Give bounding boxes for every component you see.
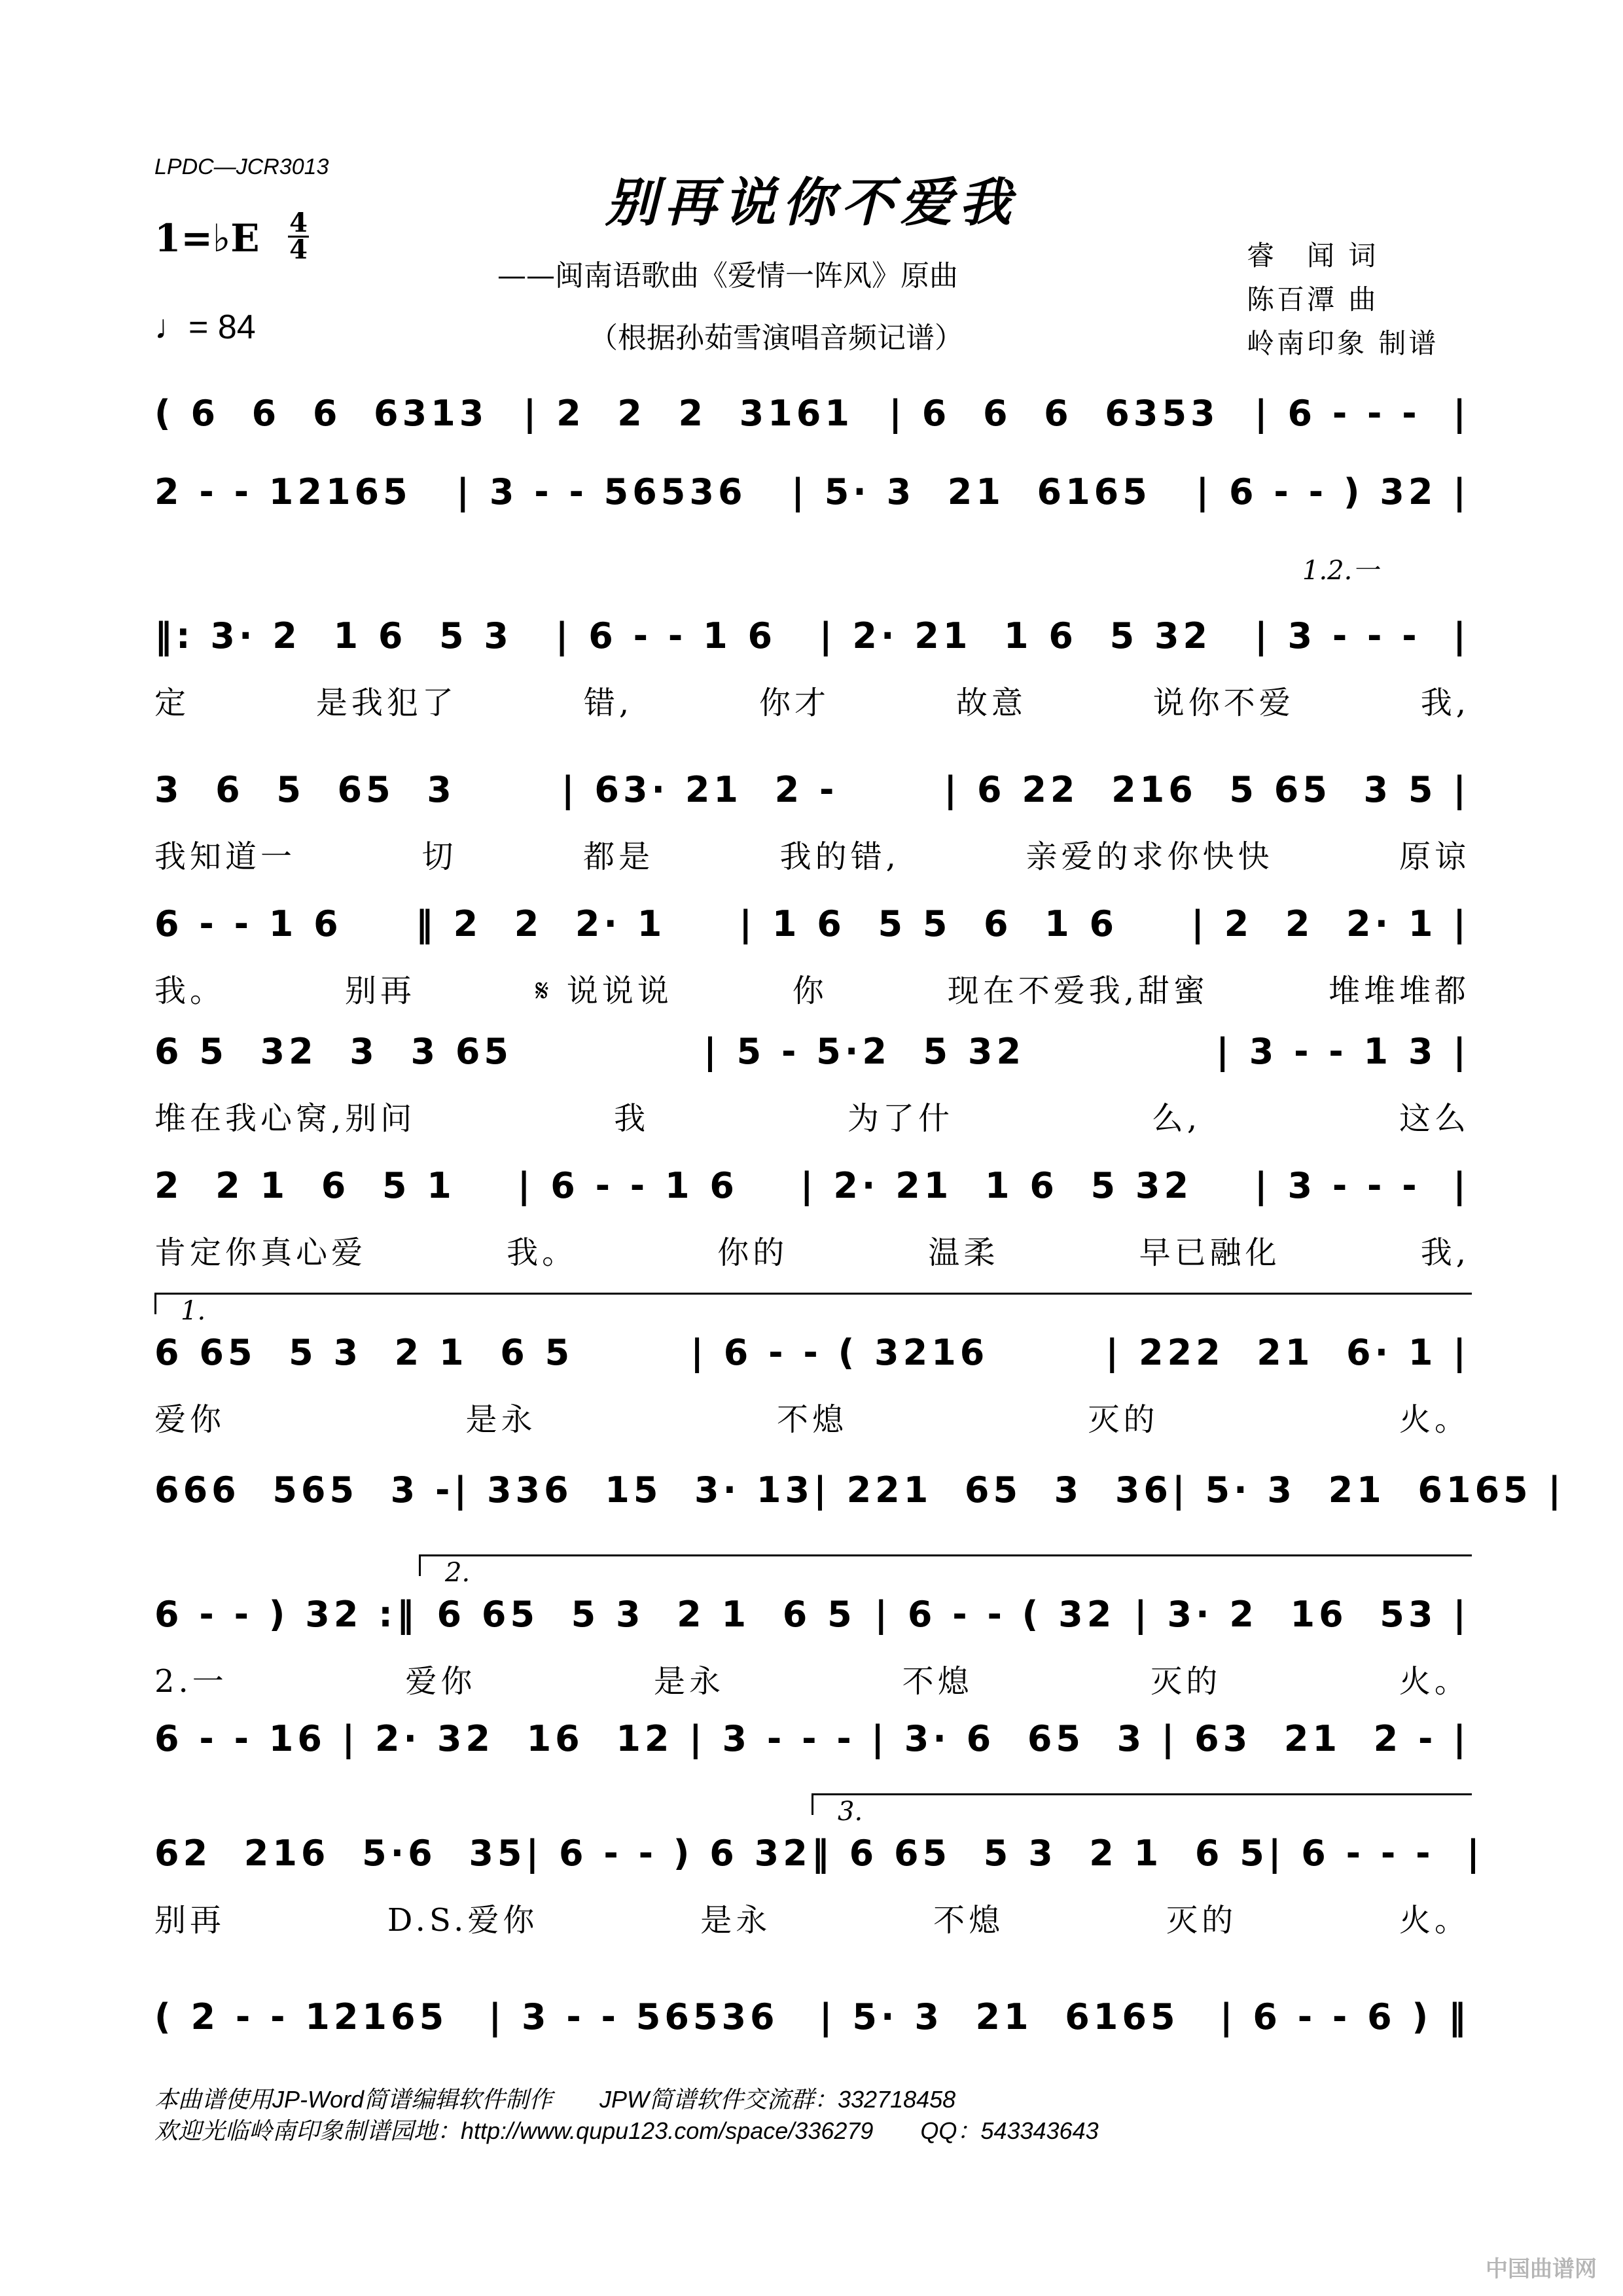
lyrics-row (154, 831, 1470, 876)
lyric-syllable: 𝄋 说说说 (535, 973, 673, 1009)
volta-bracket (419, 1554, 1472, 1576)
credit-lyricist: 睿 闻 词 (1247, 240, 1379, 272)
measure-group: 6 65 5 3 2 1 6 5 (437, 1594, 856, 1635)
measure-group: | 336 15 3· 13 (454, 1469, 814, 1511)
measure-group: | 6 - - 1 6 (517, 1165, 738, 1206)
lyric-syllable: 爱你 (154, 1401, 226, 1438)
measure-group: | 5· 3 21 6165 (791, 471, 1151, 512)
measure-group: | 2 2 2· 1 | (1191, 903, 1470, 944)
notation-row (154, 1996, 1470, 2037)
measure-group: | 6 - - - | (1268, 1833, 1484, 1874)
measure-group: 6 5 32 3 3 65 (154, 1031, 512, 1072)
lyric-syllable: 你的 (717, 1234, 789, 1271)
measure-group: 6 65 5 3 2 1 6 5 (154, 1332, 574, 1373)
lyric-syllable: 堆堆堆都 (1328, 973, 1470, 1009)
lyric-syllable: 我的错, (779, 838, 900, 875)
measure-group: 62 216 5·6 35 (154, 1833, 526, 1874)
measure-group: | 2· 21 1 6 5 32 (800, 1165, 1193, 1206)
lyric-syllable: 这么 (1399, 1100, 1470, 1137)
measure-group: ( 2 - - 12165 (154, 1996, 448, 2037)
volta-label: 3. (838, 1797, 863, 1827)
lyric-syllable: 为了什 (847, 1100, 954, 1137)
time-top: 4 (289, 207, 308, 238)
measure-group: ‖: 3· 2 1 6 5 3 (154, 615, 512, 656)
lyric-syllable: D.S.爱你 (387, 1902, 539, 1939)
lyric-syllable: 错, (583, 685, 633, 721)
measure-group: 666 565 3 - (154, 1469, 454, 1511)
notation-row (154, 769, 1470, 810)
measure-group: | 3· 2 16 53 | (1133, 1594, 1470, 1635)
lyric-syllable: 温柔 (928, 1234, 999, 1271)
measure-group: | 6 22 216 5 65 3 5 | (944, 769, 1470, 810)
lyric-syllable: 不熄 (933, 1902, 1005, 1939)
lyrics-row (154, 1656, 1470, 1701)
lyric-syllable: 是我犯了 (315, 685, 457, 721)
time-signature (285, 207, 312, 265)
lyric-syllable: 早已融化 (1139, 1234, 1281, 1271)
credit-composer: 陈百潭 曲 (1247, 283, 1379, 315)
lyric-syllable: 我。 (507, 1234, 578, 1271)
measure-group: | 63 21 2 - | (1161, 1718, 1470, 1759)
footer-line-2: 欢迎光临岭南印象制谱园地：http://www.qupu123.com/space/336279 QQ：543343643 (154, 2117, 1099, 2144)
lyric-syllable: 我知道一 (154, 838, 296, 875)
lyric-syllable: 你 (792, 973, 828, 1009)
site-logo: 中国曲谱网 (1486, 2257, 1597, 2282)
tempo-marking: ♩= 84 (154, 308, 256, 346)
lyric-syllable: 灭的 (1150, 1663, 1222, 1700)
measure-group: | 6 - - ( 3216 (690, 1332, 989, 1373)
notation-row (154, 1833, 1484, 1874)
measure-group: | 6 - - 1 6 (555, 615, 777, 656)
measure-group: | 63· 21 2 - (561, 769, 838, 810)
lyric-syllable: 原谅 (1399, 838, 1470, 875)
measure-group: 6 - - ) 32 :‖ (154, 1594, 418, 1635)
measure-group: 6 - - 16 (154, 1718, 326, 1759)
lyric-syllable: 我, (1420, 685, 1470, 721)
measure-group: | 3 - - - | (1254, 615, 1470, 656)
measure-group: | 6 - - ) 6 32 (526, 1833, 812, 1874)
lyric-syllable: 是永 (465, 1401, 537, 1438)
lyric-syllable: 我。 (154, 973, 226, 1009)
lyric-syllable: 不熄 (902, 1663, 973, 1700)
lyrics-row (154, 677, 1470, 723)
lyric-syllable: 2.一 (154, 1663, 228, 1700)
lyric-syllable: 切 (421, 838, 457, 875)
measure-group: | 221 65 3 36 (813, 1469, 1172, 1511)
notation-row (154, 471, 1470, 512)
measure-group: | 6 - - 6 ) ‖ (1219, 1996, 1470, 2037)
lyric-syllable: 你才 (758, 685, 830, 721)
credit-arranger: 岭南印象 制谱 (1247, 327, 1439, 359)
key-signature: 1=♭E (154, 216, 260, 260)
measure-group: | 5 - 5·2 5 32 (704, 1031, 1026, 1072)
lyric-syllable: 我 (614, 1100, 650, 1137)
measure-group: | 5· 3 21 6165 (819, 1996, 1179, 2037)
score-code: LPDC—JCR3013 (154, 154, 329, 179)
lyric-syllable: 火。 (1399, 1902, 1470, 1939)
notation-row (154, 903, 1470, 944)
measure-group: | 3 - - - | (1254, 1165, 1470, 1206)
lyric-syllable: 肯定你真心爱 (154, 1234, 367, 1271)
measure-group: | 2· 32 16 12 (342, 1718, 673, 1759)
notation-row (154, 1594, 1470, 1635)
time-bottom: 4 (289, 234, 308, 265)
measure-group: | 3 - - 1 3 | (1216, 1031, 1470, 1072)
measure-group: | 222 21 6· 1 | (1105, 1332, 1470, 1373)
lyric-syllable: 灭的 (1166, 1902, 1238, 1939)
measure-group: | 5· 3 21 6165 | (1171, 1469, 1565, 1511)
lyric-syllable: 火。 (1399, 1401, 1470, 1438)
lyric-syllable: 不熄 (776, 1401, 847, 1438)
lyric-syllable: 定 (154, 685, 190, 721)
measure-group: | 6 6 6 6353 (889, 393, 1219, 434)
measure-group: | 2· 21 1 6 5 32 (819, 615, 1212, 656)
lyric-syllable: 都是 (583, 838, 654, 875)
lyrics-row (154, 965, 1470, 1011)
measure-group: | 3· 6 65 3 (871, 1718, 1146, 1759)
lyric-syllable: 故意 (955, 685, 1027, 721)
notation-row (154, 615, 1470, 656)
lyric-syllable: 火。 (1399, 1663, 1470, 1700)
measure-group: 2 - - 12165 (154, 471, 412, 512)
notation-row (154, 393, 1470, 434)
lyric-syllable: 别再 (344, 973, 416, 1009)
measure-group: | 1 6 5 5 6 1 6 (739, 903, 1118, 944)
notation-row (154, 1031, 1470, 1072)
transcription-note: （根据孙茹雪演唱音频记谱） (589, 321, 963, 355)
volta-bracket (812, 1793, 1472, 1815)
lyric-syllable: 爱你 (405, 1663, 476, 1700)
lyric-syllable: 堆在我心窝,别问 (154, 1100, 416, 1137)
notation-row (154, 1469, 1565, 1511)
lyric-syllable: 是永 (700, 1902, 772, 1939)
notation-row (154, 1165, 1470, 1206)
lyrics-row (154, 1227, 1470, 1272)
measure-group: ( 6 6 6 6313 (154, 393, 488, 434)
song-subtitle: ——闽南语歌曲《爱情一阵风》原曲 (497, 259, 958, 293)
measure-group: 2 2 1 6 5 1 (154, 1165, 455, 1206)
lyric-syllable: 现在不爱我,甜蜜 (947, 973, 1209, 1009)
lyric-syllable: 别再 (154, 1902, 226, 1939)
repeat-marker: 1.2.一 (1302, 556, 1379, 586)
lyrics-row (154, 1093, 1470, 1138)
measure-group: | 3 - - - (689, 1718, 855, 1759)
notation-row (154, 1718, 1470, 1759)
measure-group: | 6 - - ( 32 (874, 1594, 1116, 1635)
measure-group: | 3 - - 56536 (488, 1996, 779, 2037)
measure-group: | 6 - - ) 32 | (1196, 471, 1470, 512)
volta-bracket (154, 1293, 1472, 1314)
measure-group: 6 - - 1 6 (154, 903, 342, 944)
volta-label: 2. (445, 1558, 471, 1588)
lyrics-row (154, 1394, 1470, 1439)
footer-line-1: 本曲谱使用JP-Word简谱编辑软件制作 JPW简谱软件交流群：332718458 (154, 2086, 956, 2113)
lyric-syllable: 亲爱的求你快快 (1026, 838, 1274, 875)
lyric-syllable: 我, (1420, 1234, 1470, 1271)
measure-group: | 2 2 2 3161 (523, 393, 853, 434)
lyric-syllable: 么, (1151, 1100, 1202, 1137)
song-title: 别再说你不爱我 (605, 171, 1018, 233)
measure-group: | 6 - - - | (1254, 393, 1470, 434)
measure-group: 3 6 5 65 3 (154, 769, 455, 810)
lyric-syllable: 说你不爱 (1152, 685, 1294, 721)
measure-group: ‖ 2 2 2· 1 (415, 903, 666, 944)
measure-group: ‖ 6 65 5 3 2 1 6 5 (811, 1833, 1268, 1874)
lyric-syllable: 灭的 (1088, 1401, 1159, 1438)
notation-row (154, 1332, 1470, 1373)
lyric-syllable: 是永 (654, 1663, 725, 1700)
lyrics-row (154, 1895, 1470, 1940)
measure-group: | 3 - - 56536 (456, 471, 747, 512)
volta-label: 1. (181, 1296, 206, 1326)
